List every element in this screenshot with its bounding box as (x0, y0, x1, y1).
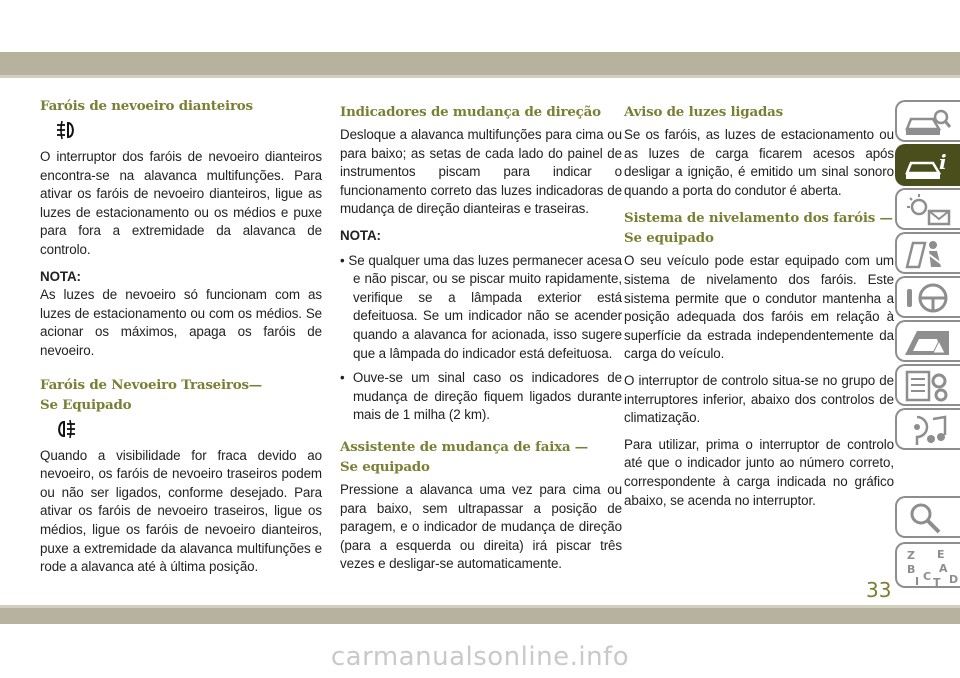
index-letter: T (933, 576, 941, 589)
heading-rear-fog-b: Se Equipado (40, 396, 132, 413)
tab-emergency[interactable] (895, 320, 960, 362)
note-label: NOTA: (40, 268, 81, 284)
paragraph: Desloque a alavanca multifunções para cima ou para baixo; as setas de cada lado do painel de instrumentos piscam para indicar o funcionamento correto das luzes indicadoras de mudança de direção dianteiras e traseiras. (340, 127, 622, 217)
header-stripe-thin (0, 75, 960, 78)
car-info-icon (903, 149, 953, 183)
index-letters-icon (903, 547, 957, 587)
heading-front-fog: Faróis de nevoeiro dianteiros (40, 98, 253, 114)
tab-index[interactable] (895, 542, 960, 588)
wrench-list-icon (903, 369, 953, 403)
tab-warning-lights[interactable] (895, 188, 960, 230)
column-1 (40, 96, 322, 585)
paragraph: O interruptor dos faróis de nevoeiro dianteiros encontra-se na alavanca multifunções. Para ativar os faróis de nevoeiro dianteiros, ligue as luzes de estacionamento ou os médios e puxe para fora a extremidade da alavanca de controlo. (40, 149, 322, 257)
paragraph: O seu veículo pode estar equipado com um sistema de nivelamento dos faróis. Este sistema permite que o condutor mantenha a posição adequada dos faróis em relação à superfície da estrada independentemente da carga do veículo. (624, 253, 894, 362)
paragraph: Pressione a alavanca uma vez para cima ou para baixo, sem ultrapassar a posição de paragem, e o indicador de mudança de direção (para a esquerda ou direita) irá piscar três vezes e desligar-se automaticamente. (340, 481, 622, 572)
rear-fog-light-icon (54, 419, 322, 441)
list-item: • Ouve-se um sinal caso os indicadores de mudança de direção fiquem ligados durante mais de 1 milha (2 km). (340, 370, 622, 423)
tab-search[interactable] (895, 496, 960, 538)
index-letter: E (937, 548, 945, 561)
heading-leveling-a: Sistema de nivelamento dos faróis — (624, 210, 893, 227)
paragraph: Se os faróis, as luzes de estacionamento ou as luzes de carga ficarem acesos após desligar a ignição, é emitido um sinal sonoro quando a porta do condutor é aberta. (624, 127, 894, 198)
header-stripe (0, 52, 960, 75)
heading-lane-change-a: Assistente de mudança de faixa — (340, 438, 588, 455)
top-margin (0, 0, 960, 52)
steering-wheel-icon (903, 281, 953, 315)
car-road-icon (903, 325, 953, 359)
tab-starting[interactable] (895, 276, 960, 318)
tab-safety[interactable] (895, 232, 960, 274)
index-letter: A (939, 562, 948, 575)
heading-turn-signals: Indicadores de mudança de direção (340, 104, 601, 120)
footer-stripe (0, 608, 960, 624)
car-search-icon (903, 105, 953, 139)
music-nav-icon (903, 413, 953, 447)
heading-lane-change-b: Se equipado (340, 458, 430, 475)
list-item: • Se qualquer uma das luzes permanecer acesa e não piscar, ou se piscar muito rapidamente, verifique se a lâmpada exterior está defeituosa. Se um indicador não se acender quando a alavanca for acionada, isso sugere que a lâmpada do indicador está defeituosa. (340, 252, 622, 361)
note-list (340, 252, 622, 425)
note-label: NOTA: (340, 227, 381, 243)
paragraph: Quando a visibilidade for fraca devido ao nevoeiro, os faróis de nevoeiro traseiros podem ou não ser ligados, conforme desejado. Para ativar os faróis de nevoeiro traseiros, ligue os médios, ligue os faróis de nevoeiro dianteiros, puxe a extremidade da alavanca multifunções e rode a alavanca até à última posição. (40, 447, 322, 575)
note-text: As luzes de nevoeiro só funcionam com as luzes de estacionamento ou com os médios. Se acionar os máximos, apaga os faróis de nevoeiro. (40, 287, 322, 358)
page-number: 33 (866, 578, 892, 602)
index-letter: Z (907, 549, 915, 562)
heading-rear-fog-a: Faróis de Nevoeiro Traseiros— (40, 376, 262, 393)
front-fog-light-icon (54, 120, 322, 142)
airbag-icon (903, 237, 953, 271)
column-3 (624, 96, 894, 518)
search-icon (903, 501, 953, 535)
svg-text:i: i (939, 150, 947, 174)
paragraph: Para utilizar, prima o interruptor de controlo até que o indicador junto ao número correto, correspondente à carga indicada no gráfico abaixo, se acenda no interruptor. (624, 436, 894, 508)
heading-lights-on-warning: Aviso de luzes ligadas (624, 104, 783, 120)
tab-multimedia[interactable] (895, 408, 960, 450)
warning-light-icon (903, 193, 953, 227)
watermark: carmanualsonline.info (330, 642, 630, 672)
tab-servicing[interactable] (895, 364, 960, 406)
tab-car-search[interactable] (895, 100, 960, 142)
index-letter: D (949, 573, 959, 586)
column-2 (340, 96, 622, 582)
heading-leveling-b: Se equipado (624, 230, 714, 247)
index-letter: B (907, 563, 916, 576)
tab-car-info[interactable] (895, 144, 960, 186)
index-letter: C (923, 570, 932, 583)
index-letter: I (915, 575, 920, 588)
paragraph: O interruptor de controlo situa-se no grupo de interruptores inferior, abaixo dos controlos de climatização. (624, 372, 894, 426)
